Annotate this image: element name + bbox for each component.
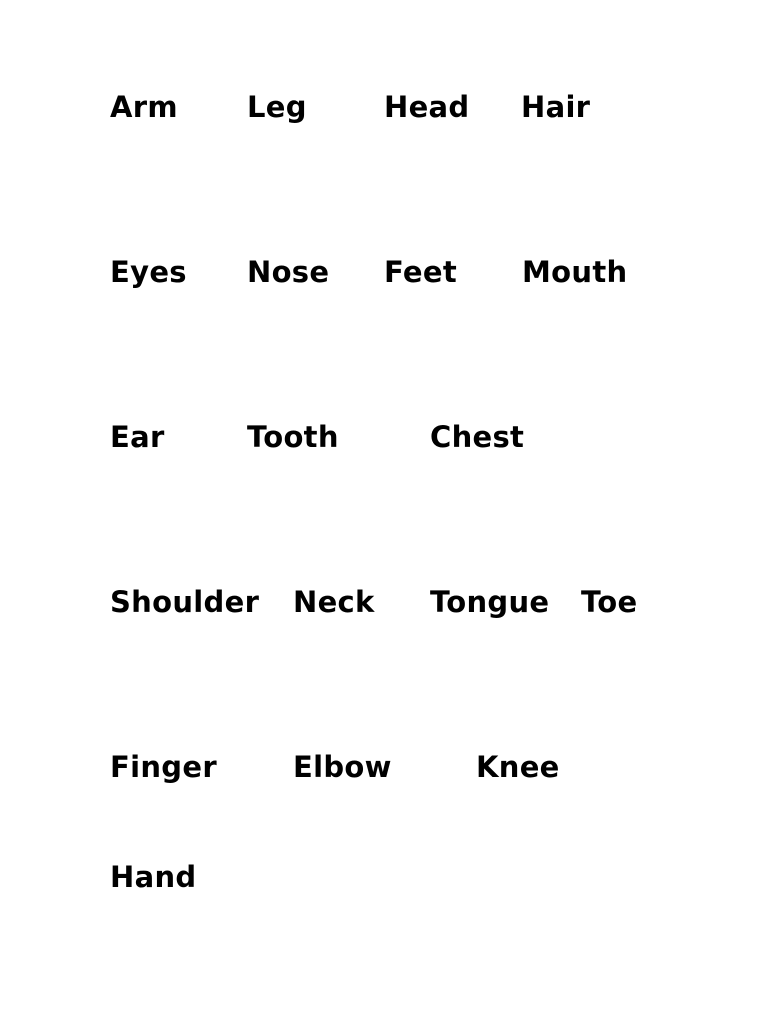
word-nose: Nose — [247, 255, 330, 289]
word-shoulder: Shoulder — [110, 585, 260, 619]
word-feet: Feet — [384, 255, 458, 289]
word-eyes: Eyes — [110, 255, 187, 289]
word-mouth: Mouth — [522, 255, 628, 289]
word-head: Head — [384, 90, 470, 124]
word-finger: Finger — [110, 750, 217, 784]
word-hand: Hand — [110, 860, 197, 894]
word-neck: Neck — [293, 585, 375, 619]
word-leg: Leg — [247, 90, 307, 124]
word-ear: Ear — [110, 420, 165, 454]
word-elbow: Elbow — [293, 750, 392, 784]
word-tooth: Tooth — [247, 420, 339, 454]
word-chest: Chest — [430, 420, 525, 454]
word-knee: Knee — [476, 750, 560, 784]
word-toe: Toe — [581, 585, 638, 619]
word-arm: Arm — [110, 90, 178, 124]
word-tongue: Tongue — [430, 585, 550, 619]
word-hair: Hair — [521, 90, 591, 124]
